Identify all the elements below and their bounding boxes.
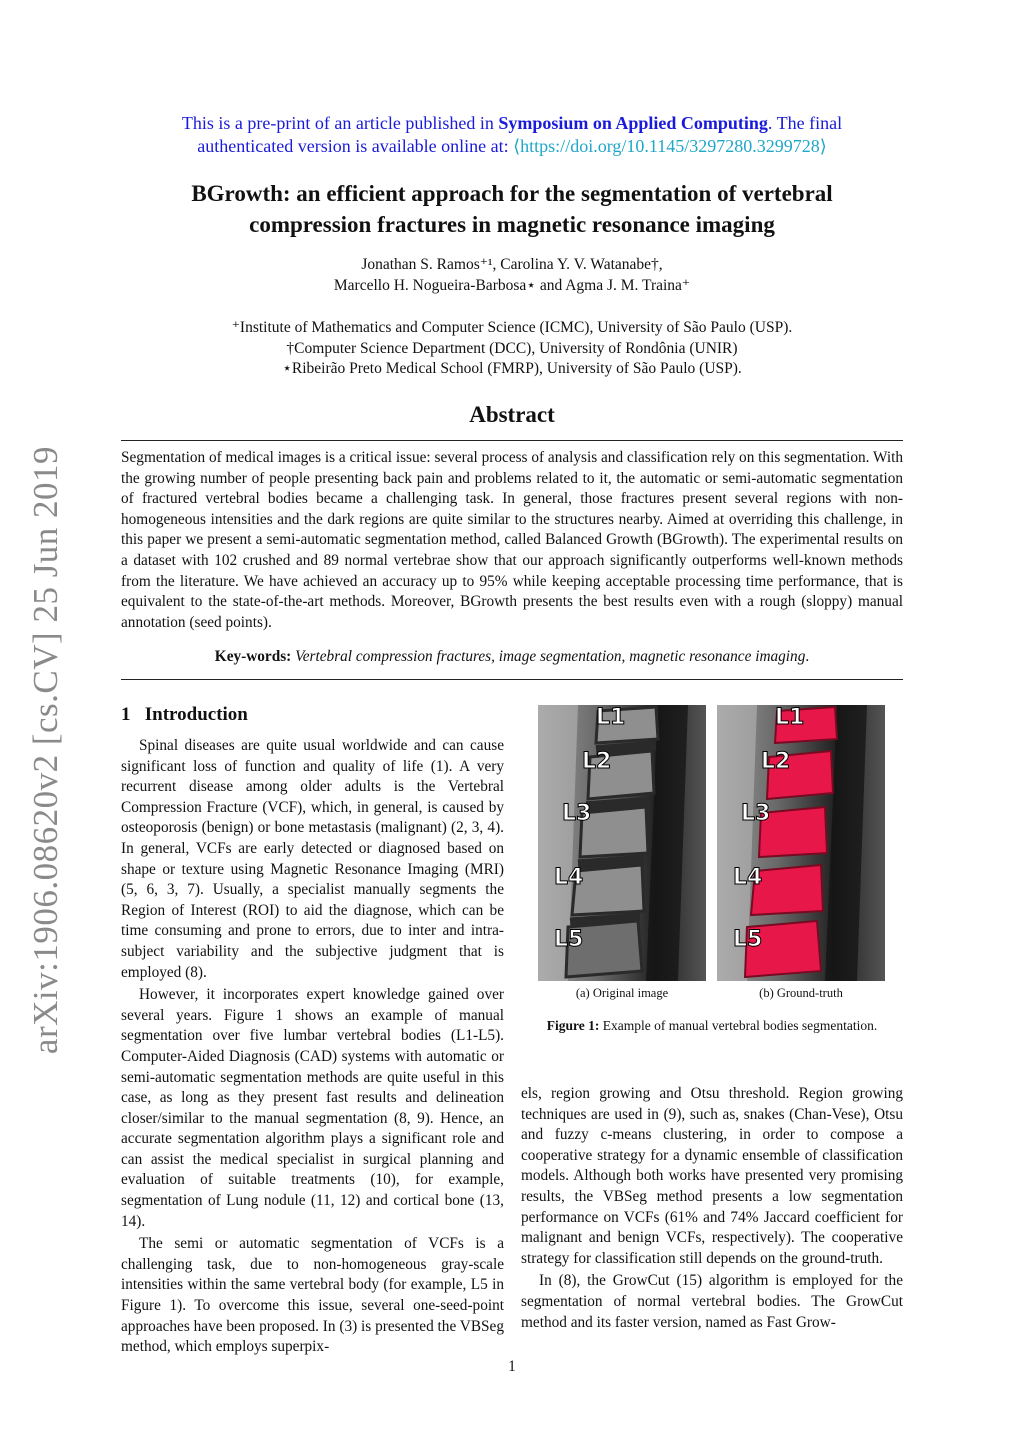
mri-original-image <box>538 705 706 981</box>
page-number: 1 <box>508 1358 516 1375</box>
vertebra-label-l4: L4 <box>733 865 763 890</box>
venue-link[interactable]: Symposium on Applied Computing <box>498 113 768 133</box>
mri-ground-truth-image <box>717 705 885 981</box>
intro-right-paragraph-1: els, region growing and Otsu threshold. Region growing techniques are used in (9), such as, snakes (Chan-Vese), Otsu and fuzzy c-means clustering, in order to compose a cooperative strategy for a dynamic ensemble of classification models. Although both works have presented very promising results, the VBSeg method presents a low segmentation performance on VCFs (61% and 74% Jaccard coefficient for malignant and benign VCFs, respectively). The cooperative strategy for classification still depends on the ground-truth. <box>521 1085 903 1267</box>
subcaption-original: (a) Original image <box>575 986 669 1000</box>
figure-caption <box>521 1018 903 1034</box>
figure-caption-text: Example of manual vertebral bodies segmentation. <box>599 1018 878 1033</box>
section-heading: 1 Introduction <box>121 704 248 725</box>
doi-link[interactable]: ⟨https://doi.org/10.1145/3297280.3299728⟩ <box>513 136 827 156</box>
affiliation-fmrp: ⋆Ribeirão Preto Medical School (FMRP), University of São Paulo (USP). <box>282 360 742 377</box>
vertebra-label-l4: L4 <box>554 865 584 890</box>
vertebra-label-l3: L3 <box>562 801 592 826</box>
vertebra-label-l5: L5 <box>733 927 763 952</box>
figure-caption-label: Figure 1: <box>546 1018 600 1033</box>
vertebra-label-l3: L3 <box>741 801 771 826</box>
affiliation-unir: †Computer Science Department (DCC), University of Rondônia (UNIR) <box>286 339 738 357</box>
paper-title: BGrowth: an efficient approach for the segmentation of vertebral compression fractures in magnetic resonance imaging <box>191 181 833 237</box>
left-column <box>121 736 504 1358</box>
preprint-prefix: This is a pre-print of an article published in <box>181 113 499 133</box>
affiliations <box>100 318 924 380</box>
vertebra-label-l5: L5 <box>554 927 584 952</box>
intro-paragraph-3: The semi or automatic segmentation of VCFs is a challenging task, due to non-homogeneous gray-scale intensities within the same vertebral body (for example, L5 in Figure 1). To overcome this issue, several one-seed-point approaches have been proposed. In (3) is presented the VBSeg method, which employs superpix- <box>121 1235 504 1356</box>
arxiv-identifier-stamp: arXiv:1906.08620v2 [cs.CV] 25 Jun 2019 <box>26 445 65 1055</box>
vertebra-label-l1: L1 <box>775 705 805 730</box>
intro-right-paragraph-2: In (8), the GrowCut (15) algorithm is employed for the segmentation of normal vertebral bodies. The GrowCut method and its faster version, named as Fast Grow- <box>521 1272 903 1331</box>
preprint-suffix: . The final <box>767 113 843 133</box>
affiliation-icmc: ⁺Institute of Mathematics and Computer Science (ICMC), University of São Paulo (USP). <box>231 319 793 336</box>
intro-paragraph-2: However, it incorporates expert knowledge gained over several years. Figure 1 shows an example of manual segmentation over five lumbar vertebral bodies (L1-L5). Computer-Aided Diagnosis (CAD) systems with automatic or semi-automatic segmentation methods are quite useful in this case, as long as they present fast results and delineation closer/similar to the manual segmentation (8, 9). Hence, an accurate segmentation algorithm plays a significant role and can assist the medical specialist in surgical planning and evaluation of suitable treatments (10), for example, segmentation of Lung nodule (11, 12) and cortical bone (13, 14). <box>121 986 504 1230</box>
intro-paragraph-1: Spinal diseases are quite usual worldwide and can cause significant loss of function and quality of life (1). A very recurrent disease among older adults is the Vertebral Compression Fracture (VCF), which, in general, is caused by osteoporosis (benign) or bone metastasis (malignant) (2, 3, 4). In general, VCFs are early detected or diagnosed based on shape or texture using Magnetic Resonance Imaging (MRI) (5, 6, 3, 7). Usually, a specialist manually segments the Region of Interest (ROI) to aid the diagnose, which can be time consuming and prone to errors, due to inter and intra-subject variability and the subjective judgment that is employed (8). <box>121 737 504 981</box>
right-column <box>521 1084 903 1333</box>
abstract-bottom-rule <box>121 679 903 680</box>
abstract-heading: Abstract <box>469 402 555 427</box>
keywords: Key-words: Vertebral compression fractures, image segmentation, magnetic resonance imaging. <box>214 648 810 665</box>
subcaption-ground-truth: (b) Ground-truth <box>759 986 843 1000</box>
vertebra-label-l2: L2 <box>761 749 791 774</box>
abstract-top-rule <box>121 440 903 441</box>
vertebra-label-l2: L2 <box>582 749 612 774</box>
abstract-text: Segmentation of medical images is a critical issue: several process of analysis and classification rely on this segmentation. With the growing number of people presenting back pain and problems related to it, the automatic or semi-automatic segmentation of fractured vertebral bodies became a challenging task. In general, those fractures present several regions with non-homogeneous intensities and the dark regions are quite similar to the structures nearby. Aimed at overriding this challenge, in this paper we present a semi-automatic segmentation method, called Balanced Growth (BGrowth). The experimental results on a dataset with 102 crushed and 89 normal vertebrae show that our approach significantly outperforms well-known methods from the literature. We have achieved an accuracy up to 95% while keeping acceptable processing time performance, that is equivalent to the state-of-the-art methods. Moreover, BGrowth presents the best results even with a rough (sloppy) manual annotation (seed points). <box>121 449 904 631</box>
keywords-label: Key-words: <box>214 648 292 665</box>
preprint-notice <box>100 112 924 158</box>
preprint-line2: authenticated version is available online at: <box>197 136 514 156</box>
vertebra-label-l1: L1 <box>596 705 626 730</box>
author-list: Jonathan S. Ramos⁺¹, Carolina Y. V. Watanabe†, Marcello H. Nogueira-Barbosa⋆ and Agma J. M. Traina⁺ <box>333 256 691 294</box>
keywords-text: Vertebral compression fractures, image segmentation, magnetic resonance imaging <box>295 648 806 665</box>
